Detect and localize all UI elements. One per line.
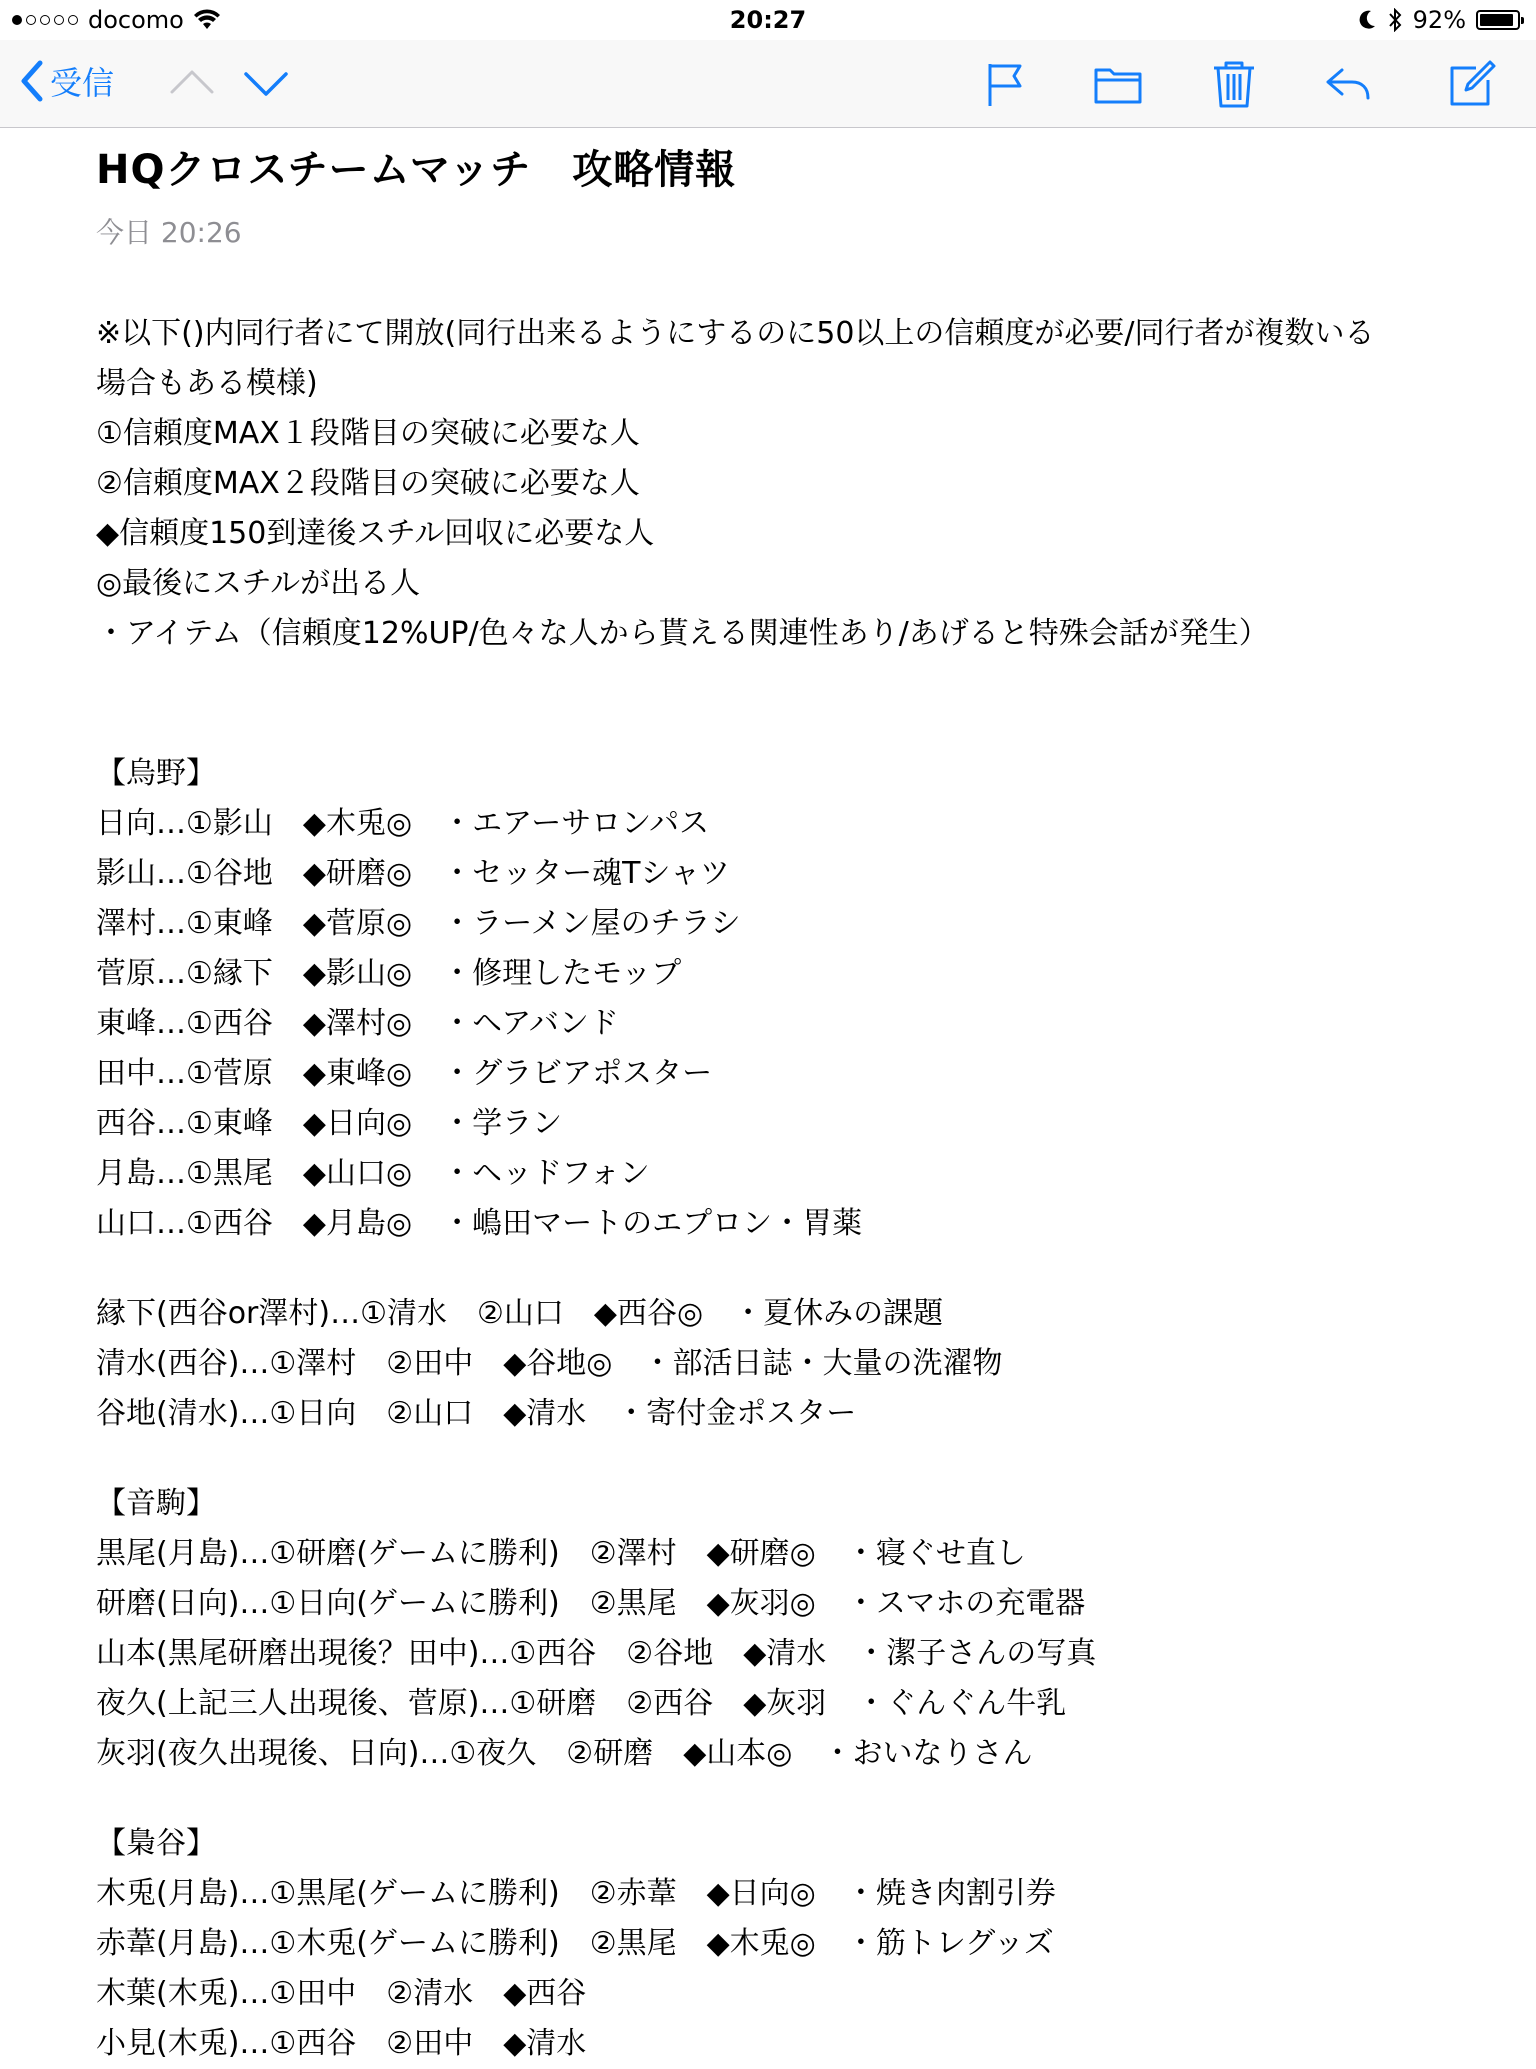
- intro-line: ◎最後にスチルが出る人: [96, 566, 421, 601]
- message-date: 今日 20:26: [96, 216, 242, 249]
- blank-line: [96, 709, 1496, 749]
- back-to-inbox-button[interactable]: [20, 58, 114, 104]
- character-line: 東峰…①西谷 ◆澤村◎ ・ヘアバンド: [96, 1006, 619, 1041]
- bluetooth-icon: [1387, 8, 1403, 32]
- character-line: 木葉(木兎)…①田中 ②清水 ◆西谷: [96, 1976, 587, 2011]
- blank-line: [96, 1439, 1496, 1479]
- compose-icon: [1446, 58, 1498, 110]
- move-to-folder-button[interactable]: [1092, 58, 1144, 110]
- character-line: 小見(木兎)…①西谷 ②田中 ◆清水: [96, 2026, 587, 2061]
- intro-line: ①信頼度MAX１段階目の突破に必要な人: [96, 416, 640, 451]
- battery-icon: [1476, 10, 1520, 30]
- carrier-label: docomo: [88, 6, 184, 34]
- character-line: 研磨(日向)…①日向(ゲームに勝利) ②黒尾 ◆灰羽◎ ・スマホの充電器: [96, 1586, 1086, 1621]
- intro-line: ・アイテム（信頼度12%UP/色々な人から貰える関連性あり/あげると特殊会話が発生）: [96, 616, 1269, 651]
- intro-line: ※以下()内同行者にて開放(同行出来るようにするのに50以上の信頼度が必要/同行者が複数いる: [96, 316, 1375, 351]
- character-line: 縁下(西谷or澤村)…①清水 ②山口 ◆西谷◎ ・夏休みの課題: [96, 1296, 944, 1331]
- section-header: 【音駒】: [96, 1486, 216, 1521]
- message-body: [96, 309, 1496, 2069]
- next-message-button[interactable]: [240, 58, 292, 110]
- character-line: 黒尾(月島)…①研磨(ゲームに勝利) ②澤村 ◆研磨◎ ・寝ぐせ直し: [96, 1536, 1026, 1571]
- status-right: [1357, 0, 1520, 40]
- mail-toolbar: [0, 40, 1536, 128]
- reply-button[interactable]: [1322, 58, 1374, 110]
- blank-line: [96, 659, 1496, 709]
- blank-line: [96, 1249, 1496, 1289]
- section-header: 【烏野】: [96, 756, 216, 791]
- intro-line: ②信頼度MAX２段階目の突破に必要な人: [96, 466, 640, 501]
- section-header: 【梟谷】: [96, 1826, 216, 1861]
- intro-line: ◆信頼度150到達後スチル回収に必要な人: [96, 516, 655, 551]
- intro-line: 場合もある模様): [96, 366, 318, 401]
- character-line: 田中…①菅原 ◆東峰◎ ・グラビアポスター: [96, 1056, 713, 1091]
- character-line: 菅原…①縁下 ◆影山◎ ・修理したモップ: [96, 956, 682, 991]
- clock: 20:27: [729, 6, 807, 34]
- trash-icon: [1208, 58, 1260, 110]
- character-line: 夜久(上記三人出現後、菅原)…①研磨 ②西谷 ◆灰羽 ・ぐんぐん牛乳: [96, 1686, 1067, 1721]
- character-line: 山口…①西谷 ◆月島◎ ・嶋田マートのエプロン・胃薬: [96, 1206, 863, 1241]
- blank-line: [96, 1779, 1496, 1819]
- character-line: 山本(黒尾研磨出現後？田中)…①西谷 ②谷地 ◆清水 ・潔子さんの写真: [96, 1636, 1097, 1671]
- character-line: 木兎(月島)…①黒尾(ゲームに勝利) ②赤葦 ◆日向◎ ・焼き肉割引券: [96, 1876, 1056, 1911]
- character-line: 澤村…①東峰 ◆菅原◎ ・ラーメン屋のチラシ: [96, 906, 741, 941]
- message-subject: HQクロスチームマッチ 攻略情報: [96, 147, 737, 193]
- chevron-left-icon: [20, 59, 44, 103]
- flag-button[interactable]: [980, 58, 1032, 110]
- folder-icon: [1092, 58, 1144, 110]
- flag-icon: [980, 58, 1032, 110]
- character-line: 清水(西谷)…①澤村 ②田中 ◆谷地◎ ・部活日誌・大量の洗濯物: [96, 1346, 1003, 1381]
- character-line: 月島…①黒尾 ◆山口◎ ・ヘッドフォン: [96, 1156, 650, 1191]
- delete-button[interactable]: [1208, 58, 1260, 110]
- reply-arrow-icon: [1322, 58, 1374, 110]
- previous-message-button[interactable]: [166, 58, 218, 110]
- chevron-down-icon: [240, 58, 292, 110]
- back-label: 受信: [50, 64, 115, 102]
- message-view: [96, 128, 1496, 2069]
- character-line: 谷地(清水)…①日向 ②山口 ◆清水 ・寄付金ポスター: [96, 1396, 857, 1431]
- chevron-up-icon: [166, 58, 218, 110]
- battery-percent: 92%: [1412, 6, 1466, 34]
- character-line: 赤葦(月島)…①木兎(ゲームに勝利) ②黒尾 ◆木兎◎ ・筋トレグッズ: [96, 1926, 1054, 1961]
- status-bar: [0, 0, 1536, 40]
- character-line: 日向…①影山 ◆木兎◎ ・エアーサロンパス: [96, 806, 710, 841]
- character-line: 西谷…①東峰 ◆日向◎ ・学ラン: [96, 1106, 563, 1141]
- compose-button[interactable]: [1446, 58, 1498, 110]
- character-line: 灰羽(夜久出現後、日向)…①夜久 ②研磨 ◆山本◎ ・おいなりさん: [96, 1736, 1033, 1771]
- do-not-disturb-moon-icon: [1357, 9, 1377, 31]
- character-line: 影山…①谷地 ◆研磨◎ ・セッター魂Tシャツ: [96, 856, 730, 891]
